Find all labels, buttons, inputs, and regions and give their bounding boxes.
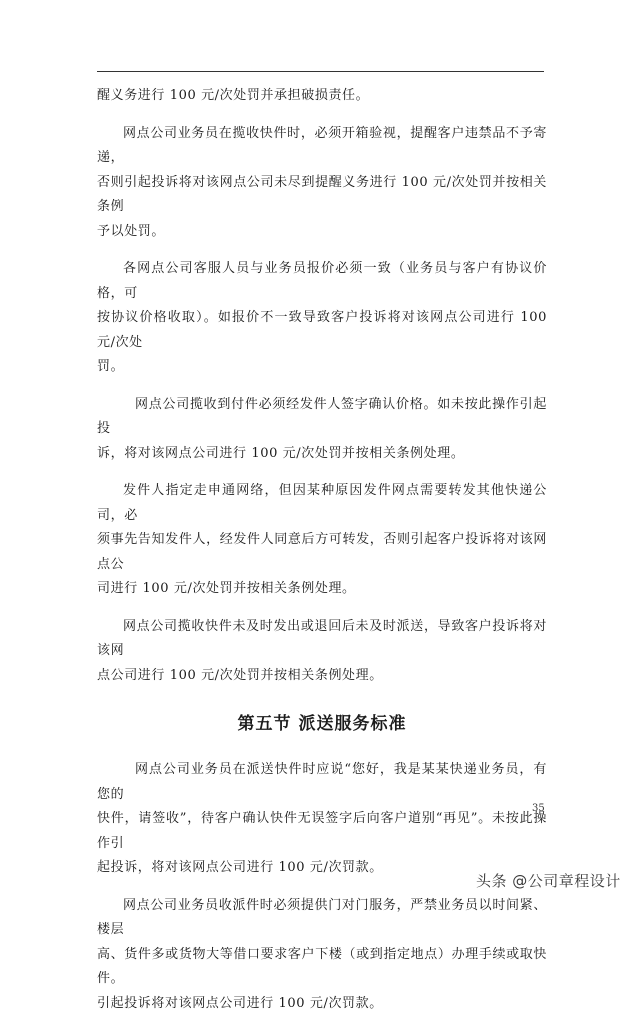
paragraph: 网点公司业务员在派送快件时应说“您好，我是某某快递业务员，有您的 快件，请签收”，待客户确认快件无误签字后向客户道别“再见”。未按此操作引 起投诉，将对该网点公司进行 100 元/次罚款。 [97,762,547,875]
paragraph: 发件人指定走申通网络，但因某种原因发件网点需要转发其他快递公司，必 须事先告知发件人，经发件人同意后方可转发，否则引起客户投诉将对该网点公 司进行 100 元/次处罚并按相关条例处理。 [97,483,547,596]
paragraph: 网点公司业务员在揽收快件时，必须开箱验视，提醒客户违禁品不予寄递， 否则引起投诉将对该网点公司未尽到提醒义务进行 100 元/次处罚并按相关条例 予以处罚。 [97,125,547,239]
header-rule [97,71,544,72]
paragraph: 网点公司业务员收派件时必须提供门对门服务，严禁业务员以时间紧、楼层 高、货件多或货物大等借口要求客户下楼（或到指定地点）办理手续或取快件。 引起投诉将对该网点公司进行 100 元/次罚款。 [97,897,547,1011]
section-title: 第五节 派送服务标准 [237,714,407,734]
watermark: 头条 @公司章程设计 [476,872,621,890]
paragraph: 醒义务进行 100 元/次处罚并承担破损责任。 [97,88,370,103]
paragraph: 网点公司揽收到付件必须经发件人签字确认价格。如未按此操作引起投 诉，将对该网点公司进行 100 元/次处罚并按相关条例处理。 [97,396,547,461]
paragraph: 网点公司揽收快件未及时发出或退回后未及时派送，导致客户投诉将对该网 点公司进行 100 元/次处罚并按相关条例处理。 [97,618,547,683]
page-number: 35 [532,803,545,814]
paragraph: 各网点公司客服人员与业务员报价必须一致（业务员与客户有协议价格，可 按协议价格收取）。如报价不一致导致客户投诉将对该网点公司进行 100 元/次处 罚。 [97,261,547,374]
